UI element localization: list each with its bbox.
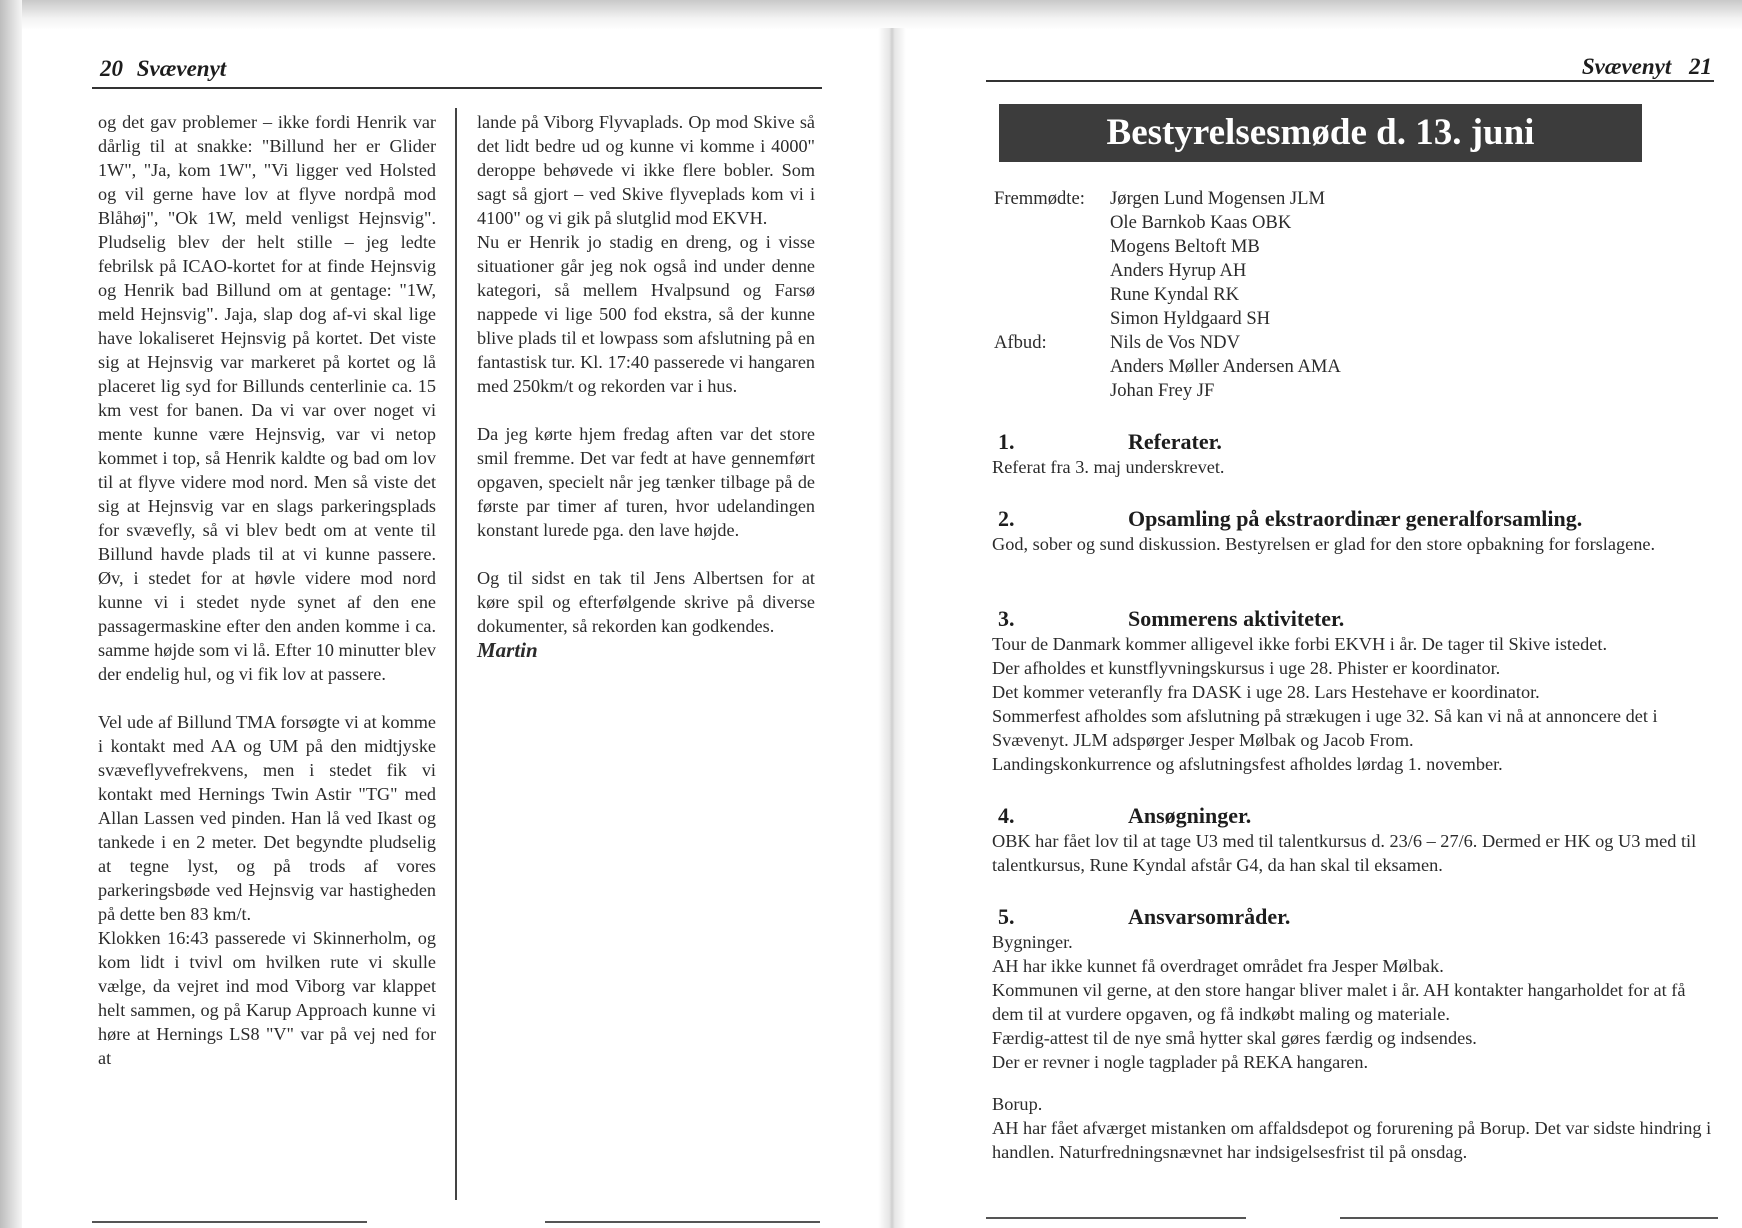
right-running-head	[1582, 54, 1712, 80]
section-number: 5.	[998, 904, 1015, 929]
paragraph: AH har ikke kunnet få overdraget området fra Jesper Mølbak.	[992, 956, 1444, 976]
list-item: Nils de Vos NDV	[1110, 332, 1241, 353]
agenda-section-1	[992, 429, 1712, 479]
list-item: Johan Frey JF	[1110, 380, 1215, 401]
left-column-a	[98, 110, 436, 1070]
left-column-b	[477, 110, 815, 662]
left-magazine-title: Svævenyt	[136, 56, 227, 81]
paragraph: God, sober og sund diskussion. Bestyrelsen er glad for den store opbakning for forslagene.	[992, 534, 1656, 554]
list-item: Anders Hyrup AH	[1110, 260, 1247, 281]
section-body	[992, 829, 1712, 877]
present-label: Fremmødte:	[994, 188, 1085, 209]
paragraph: Tour de Danmark kommer alligevel ikke forbi EKVH i år. De tager til Skive istedet.	[992, 634, 1608, 654]
absent-row	[994, 331, 1341, 403]
paragraph: AH har fået afværget mistanken om affaldsdepot og forurening på Borup. Det var sidste hindring i handlen. Naturfredningsnævnet har indsigelsesfrist til på onsdag.	[992, 1118, 1712, 1162]
right-header-rule	[986, 80, 1714, 82]
agenda-section-4	[992, 803, 1712, 877]
book-spine	[878, 28, 906, 1228]
paragraph: Referat fra 3. maj underskrevet.	[992, 457, 1225, 477]
left-page-number: 20	[100, 56, 123, 81]
meeting-title-banner: Bestyrelsesmøde d. 13. juni	[999, 104, 1642, 162]
left-running-head	[100, 56, 226, 82]
section-heading	[992, 506, 1712, 532]
paragraph: Og til sidst en tak til Jens Albertsen for at køre spil og efterfølgende skrive på diverse dokumenter, så rekorden kan godkendes.	[477, 568, 815, 636]
column-divider	[455, 108, 457, 1200]
left-header-rule	[92, 87, 822, 89]
section-title: Sommerens aktiviteter.	[1128, 606, 1345, 631]
paragraph: Vel ude af Billund TMA forsøgte vi at komme i kontakt med AA og UM på den midtjyske svæveflyvefrekvens, men i stedet fik vi kontakt med Hernings Twin Astir "TG" med Allan Lassen ved pinden. Han lå ved Ikast og tankede i en 2 meter. Det begyndte pludselig at tegne lyst, og på trods af vores parkeringsbøde ved Hejnsvig var hastigheden på dette ben 83 km/t.	[98, 712, 436, 924]
section-number: 2.	[998, 506, 1015, 531]
author-signature: Martin	[477, 638, 538, 662]
section-number: 4.	[998, 803, 1015, 828]
paragraph: Klokken 16:43 passerede vi Skinnerholm, og kom lidt i tvivl om hvilken rute vi skulle vælge, da vejret ind mod Viborg var klappet helt sammen, og på Karup Approach kunne vi høre at Hernings LS8 "V" var på vej ned for at	[98, 928, 436, 1068]
paragraph: Der er revner i nogle tagplader på REKA hangaren.	[992, 1052, 1369, 1072]
list-item: Jørgen Lund Mogensen JLM	[1110, 188, 1326, 209]
paragraph: Nu er Henrik jo stadig en dreng, og i visse situationer går jeg nok også ind under denne kategori, så mellem Hvalpsund og Farsø nappede vi lige 500 fod ekstra, så der kunne blive plads til et lowpass som afslutning på en fantastisk tur. Kl. 17:40 passerede vi hangaren med 250km/t og rekorden var i hus.	[477, 232, 815, 396]
agenda-section-3	[992, 606, 1712, 776]
attendance-block	[994, 187, 1341, 403]
list-item: Ole Barnkob Kaas OBK	[1110, 212, 1292, 233]
section-number: 1.	[998, 429, 1015, 454]
footer-rule	[1340, 1217, 1718, 1219]
section-heading	[992, 429, 1712, 455]
present-row	[994, 187, 1341, 331]
agenda-section-2	[992, 506, 1712, 556]
paragraph: Der afholdes et kunstflyvningskursus i uge 28. Phister er koordinator.	[992, 658, 1501, 678]
paragraph: lande på Viborg Flyvaplads. Op mod Skive så det lidt bedre ud og kunne vi komme i 4000" deroppe behøvede vi ikke flere bobler. Som sagt så gjort – ved Skive flyveplads kom vi i 4100" og vi gik på slutglid mod EKVH.	[477, 112, 815, 228]
agenda-section-5	[992, 904, 1712, 1164]
right-page	[904, 0, 1742, 1228]
section-body	[992, 455, 1712, 479]
section-body	[992, 632, 1712, 776]
section-body	[992, 930, 1712, 1164]
footer-rule	[986, 1217, 1246, 1219]
right-page-number: 21	[1689, 54, 1712, 79]
paragraph: Landingskonkurrence og afslutningsfest afholdes lørdag 1. november.	[992, 754, 1503, 774]
paragraph: Færdig-attest til de nye små hytter skal gøres færdig og indsendes.	[992, 1028, 1477, 1048]
section-title: Ansvarsområder.	[1128, 904, 1291, 929]
right-magazine-title: Svævenyt	[1581, 54, 1672, 79]
paragraph: Da jeg kørte hjem fredag aften var det store smil fremme. Det var fedt at have gennemført opgaven, specielt når jeg tænker tilbage på de første par timer af turen, hvor udelandingen konstant lurede pga. den lave højde.	[477, 424, 815, 540]
paragraph: Kommunen vil gerne, at den store hangar bliver malet i år. AH kontakter hangarholdet for at få dem til at vurdere opgaven, og få indkøbt maling og materiale.	[992, 980, 1686, 1024]
paragraph: Sommerfest afholdes som afslutning på strækugen i uge 32. Så kan vi nå at annoncere det i Svævenyt. JLM adspørger Jesper Mølbak og Jacob From.	[992, 706, 1658, 750]
absent-list	[1110, 331, 1341, 403]
absent-label: Afbud:	[994, 332, 1047, 353]
list-item: Mogens Beltoft MB	[1110, 236, 1260, 257]
footer-rule	[545, 1221, 820, 1223]
present-list	[1110, 187, 1325, 331]
paragraph: Borup.	[992, 1094, 1043, 1114]
section-heading	[992, 904, 1712, 930]
section-title: Opsamling på ekstraordinær generalforsamling.	[1128, 506, 1583, 531]
section-body	[992, 532, 1712, 556]
paragraph: Bygninger.	[992, 932, 1073, 952]
list-item: Simon Hyldgaard SH	[1110, 308, 1271, 329]
paragraph: OBK har fået lov til at tage U3 med til talentkursus d. 23/6 – 27/6. Dermed er HK og U3 med til talentkursus, Rune Kyndal afstår G4, da han skal til eksamen.	[992, 831, 1697, 875]
section-heading	[992, 803, 1712, 829]
list-item: Anders Møller Andersen AMA	[1110, 356, 1341, 377]
section-heading	[992, 606, 1712, 632]
paragraph: og det gav problemer – ikke fordi Henrik var dårlig til at snakke: "Billund her er Glider 1W", "Ja, kom 1W", "Vi ligger ved Holsted og vil gerne have lov at flyve nordpå mod Blåhøj", "Ok 1W, meld venligst Hejnsvig". Pludselig blev der helt stille – jeg ledte febrilsk på ICAO-kortet for at finde Hejnsvig og Henrik bad Billund om at gentage: "1W, meld Hejnsvig". Jaja, slap dog af-vi skal lige have lokaliseret Hejnsvig på kortet. Det viste sig at Hejnsvig var markeret på kortet og lå placeret lig syd for Billunds centerlinie ca. 15 km vest for banen. Da vi var over noget vi mente kunne være Hejnsvig, var vi netop kommet i top, så Henrik kaldte og bad om lov til at flyve videre mod nord. Men så viste det sig at Hejnsvig var en slags parkeringsplads for svævefly, så vi blev bedt om at vente til Billund havde plads til at vi kunne passere. Øv, i stedet for at høvle videre mod nord kunne vi i stedet nyde synet af den ene passagermaskine efter den anden komme i ca. samme højde som vi lå. Efter 10 minutter blev der endelig hul, og vi fik lov at passere.	[98, 112, 436, 684]
list-item: Rune Kyndal RK	[1110, 284, 1240, 305]
section-number: 3.	[998, 606, 1015, 631]
section-title: Ansøgninger.	[1128, 803, 1252, 828]
section-title: Referater.	[1128, 429, 1222, 454]
paragraph: Det kommer veteranfly fra DASK i uge 28. Lars Hestehave er koordinator.	[992, 682, 1540, 702]
footer-rule	[92, 1221, 367, 1223]
